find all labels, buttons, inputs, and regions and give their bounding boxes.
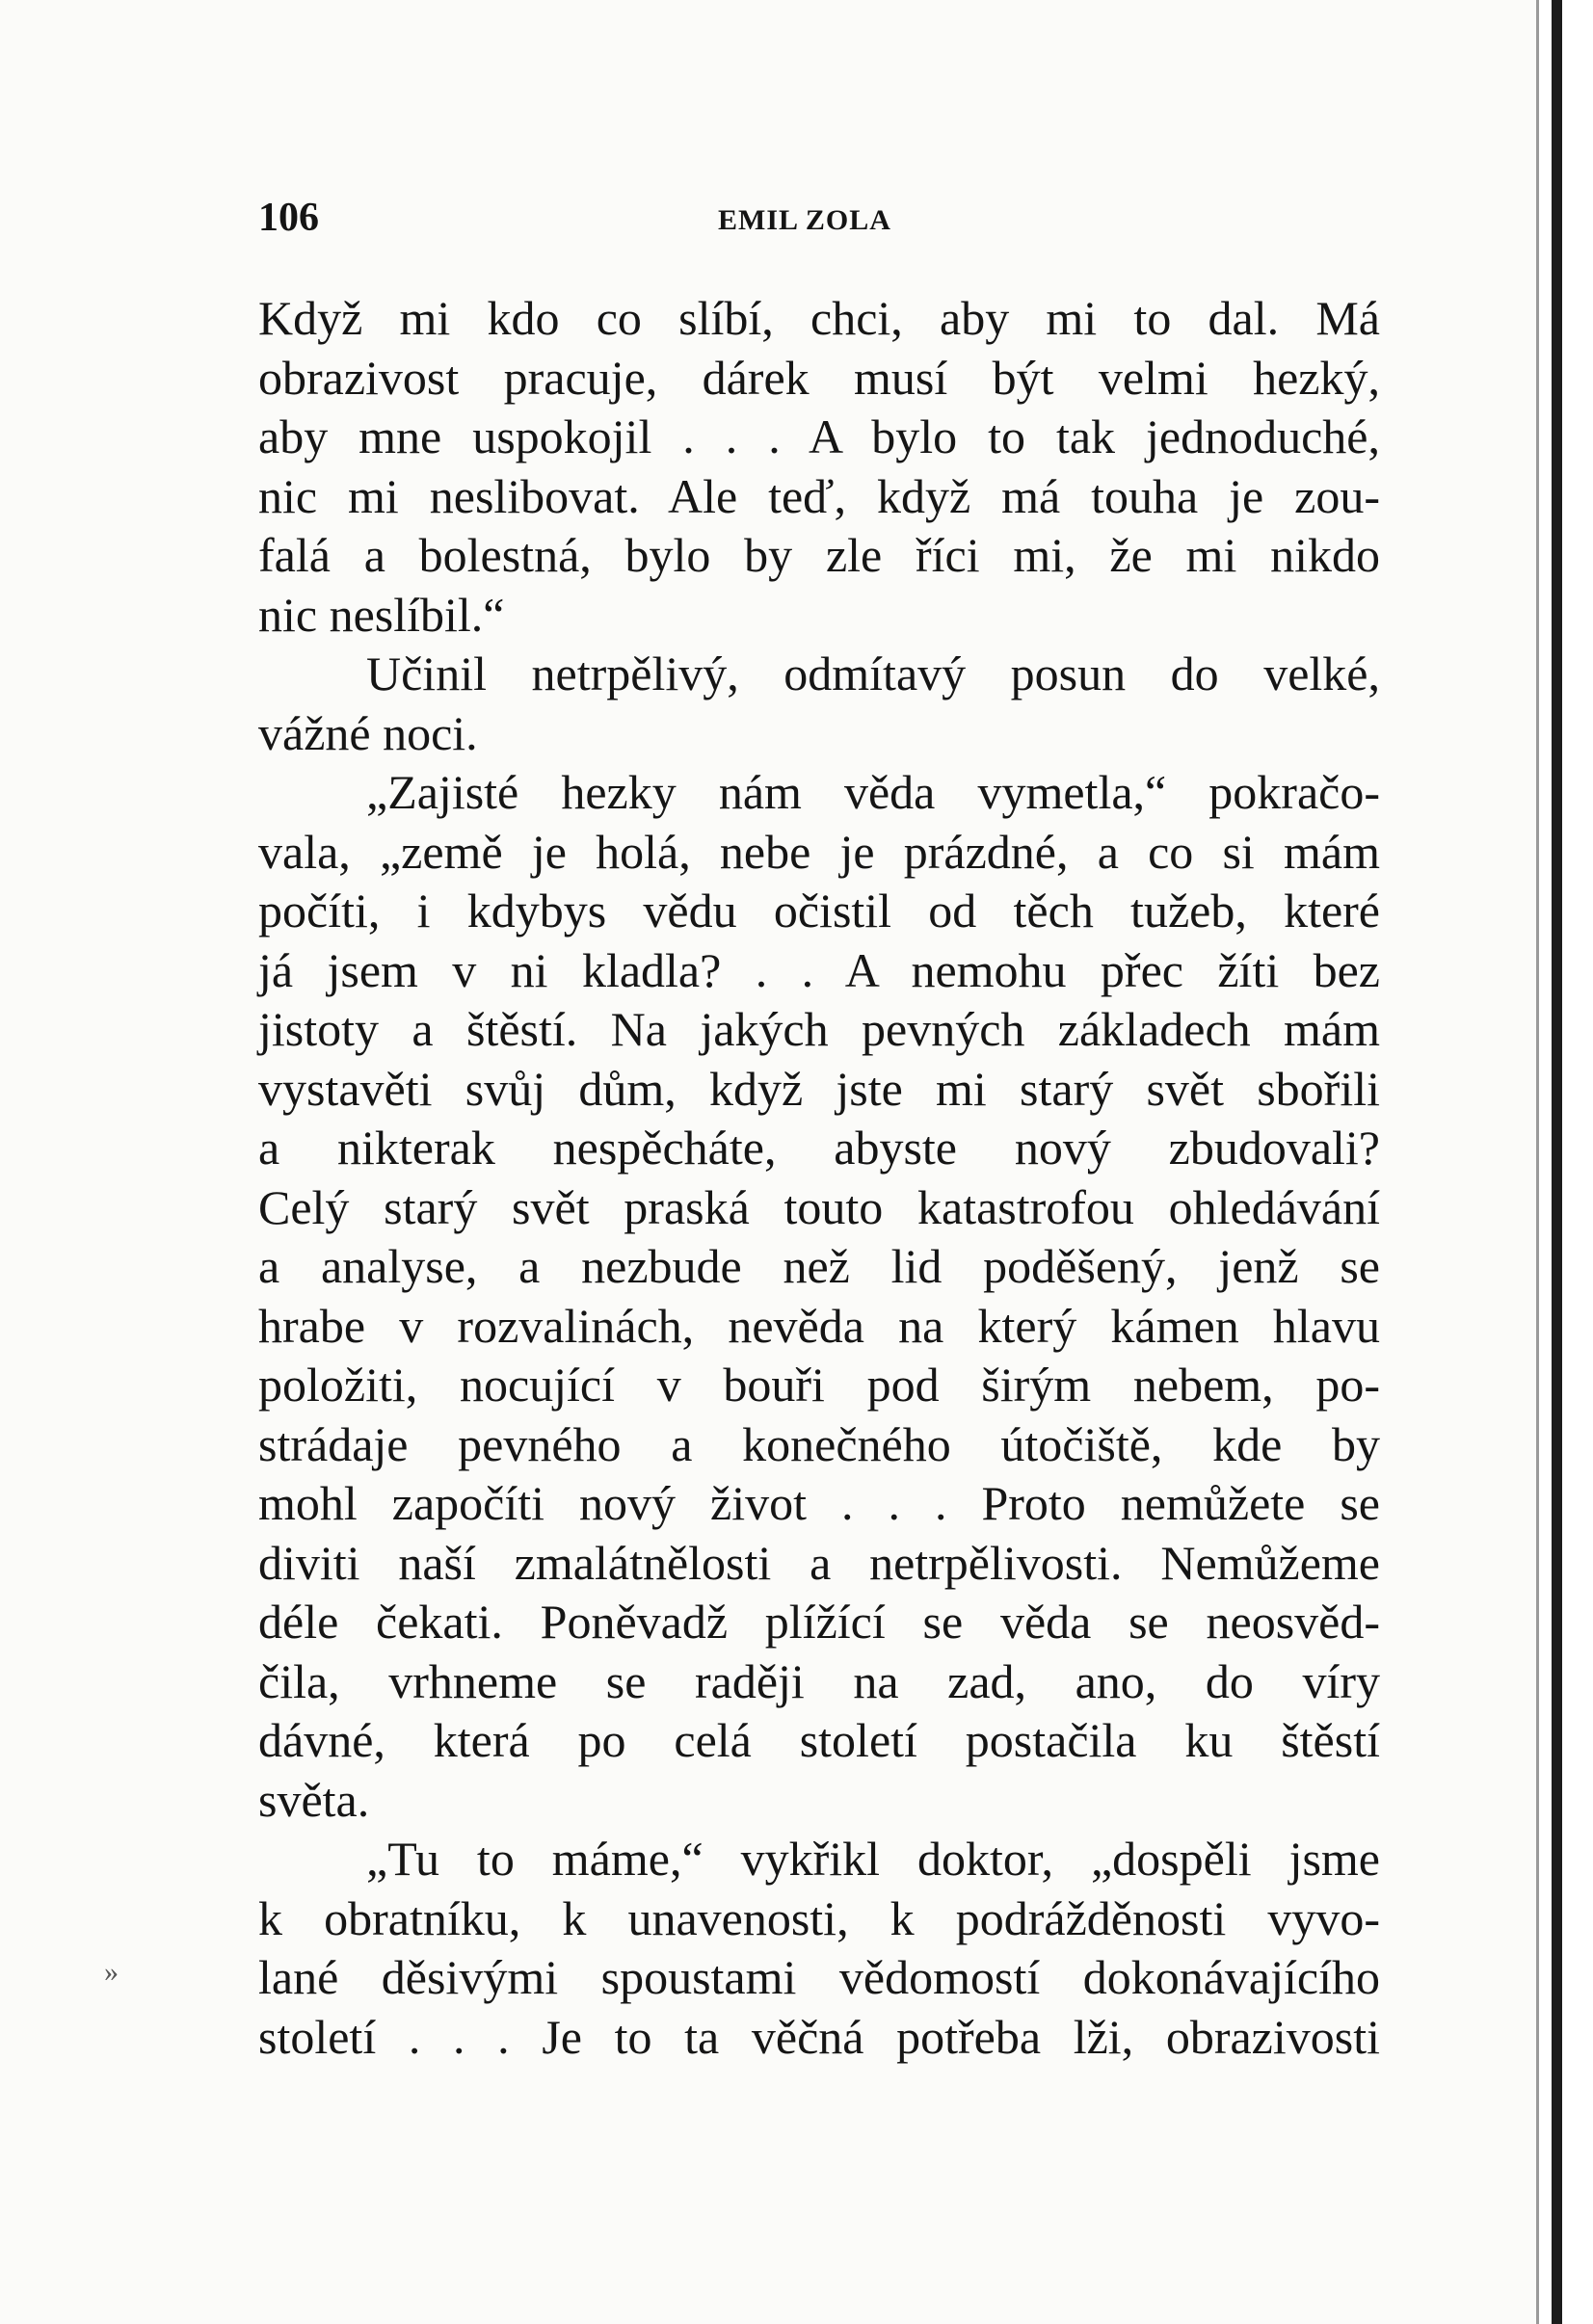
text-line: Když mi kdo co slíbí, chci, aby mi to dal. Má (258, 291, 1380, 345)
page-header (258, 195, 1386, 252)
text-line: a analyse, a nezbude než lid poděšený, jenž se (258, 1239, 1380, 1293)
page-number: 106 (258, 196, 319, 240)
text-line: lané děsivými spoustami vědomostí dokonávajícího (258, 1950, 1380, 2004)
text-line: strádaje pevného a konečného útočiště, kde by (258, 1416, 1380, 1471)
text-line: Celý starý svět praská touto katastrofou ohledávání (258, 1179, 1380, 1234)
text-line: „Zajisté hezky nám věda vymetla,“ pokračo- (366, 765, 1380, 819)
text-line: století . . . Je to ta věčná potřeba lži, obrazivosti (258, 2009, 1380, 2064)
text-line: „Tu to máme,“ vykřikl doktor, „dospěli jsme (366, 1832, 1380, 1886)
text-line: déle čekati. Poněvadž plížící se věda se neosvěd- (258, 1595, 1380, 1649)
text-line: a nikterak nespěcháte, abyste nový zbudovali? (258, 1121, 1380, 1175)
text-line: nic neslíbil.“ (258, 587, 505, 642)
text-line: mohl započíti nový život . . . Proto nemůžete se (258, 1476, 1380, 1530)
text-line: vala, „země je holá, nebe je prázdné, a co si mám (258, 824, 1380, 879)
binding-shadow (1536, 0, 1539, 2324)
text-line: čila, vrhneme se raději na zad, ano, do víry (258, 1653, 1380, 1708)
text-line: já jsem v ni kladla? . . A nemohu přec žíti bez (258, 942, 1380, 997)
text-line: počíti, i kdybys vědu očistil od těch tužeb, které (258, 884, 1380, 938)
margin-mark: » (104, 1956, 119, 1988)
binding-line (1552, 0, 1562, 2324)
binding-edge (1537, 0, 1593, 2324)
text-line: dávné, která po celá století postačila ku štěstí (258, 1713, 1380, 1767)
text-line: hrabe v rozvalinách, nevěda na který kámen hlavu (258, 1298, 1380, 1353)
text-line: položiti, nocující v bouři pod širým nebem, po- (258, 1358, 1380, 1412)
body-text (258, 289, 1380, 2067)
text-line: falá a bolestná, bylo by zle říci mi, že mi nikdo (258, 528, 1380, 582)
text-line: k obratníku, k unavenosti, k podrážděnosti vyvo- (258, 1890, 1380, 1945)
text-line: jistoty a štěstí. Na jakých pevných základech mám (258, 1002, 1380, 1056)
text-line: Učinil netrpělivý, odmítavý posun do velké, (366, 647, 1380, 700)
text-line: vystavěti svůj dům, když jste mi starý svět sbořili (258, 1061, 1380, 1116)
text-line: nic mi neslibovat. Ale teď, když má touha je zou- (258, 468, 1380, 523)
running-head: EMIL ZOLA (718, 204, 891, 236)
text-line: vážné noci. (258, 705, 478, 760)
text-line: světa. (258, 1772, 370, 1827)
text-line: obrazivost pracuje, dárek musí být velmi hezký, (258, 350, 1380, 405)
text-line: aby mne uspokojil . . . A bylo to tak jednoduché, (258, 409, 1380, 463)
text-line: diviti naší zmalátnělosti a netrpělivosti. Nemůžeme (258, 1535, 1380, 1590)
